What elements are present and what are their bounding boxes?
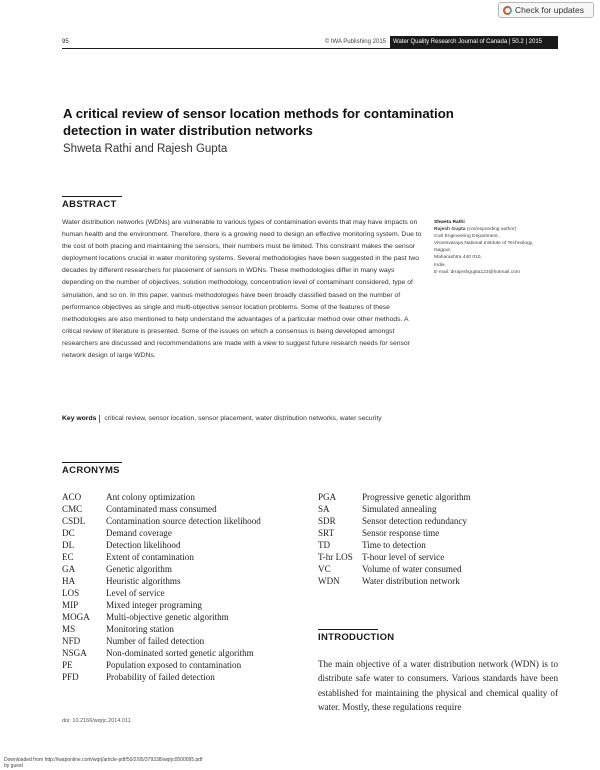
acronym-definition: Number of failed detection bbox=[106, 636, 205, 646]
acronym-definition: Heuristic algorithms bbox=[106, 576, 181, 586]
download-footer bbox=[4, 757, 304, 769]
acronym-definition: Volume of water consumed bbox=[362, 564, 462, 574]
acronym-row bbox=[62, 515, 302, 527]
abstract-text: Water distribution networks (WDNs) are vulnerable to various types of contamination events that may have impacts on human health and the environment. Therefore, there is a growing need to design an effective monitoring system. Due to the cost of both placing and maintaining the sensors, their numbers must be limited. This constraint makes the sensor deployment locations crucial in water monitoring systems. Several methodologies have been suggested in the past two decades by different researchers for placement of sensors in WDNs. These methodologies differ in many ways depending on the number of objectives, solution methodology, concentration level of contaminant considered, type of simulation, and so on. In this paper, various methodologies have been broadly classified based on the number of performance objectives as single and multi-objective sensor location problems. Some of the features of these methodologies are also mentioned to help understand the advantages of a particular method over other methods. A critical review of literature is presented. Some of the issues on which a consensus is being developed amongst researchers are discussed and recommendations are made with a view to suggest future research needs for sensor network design of large WDNs. bbox=[62, 219, 422, 360]
acronym-row bbox=[318, 551, 558, 563]
acronym-abbr: EC bbox=[62, 552, 74, 562]
acronym-list-right bbox=[318, 491, 558, 587]
acronym-row bbox=[62, 551, 302, 563]
journal-volume: 50.2 bbox=[512, 39, 524, 45]
acronym-row bbox=[62, 659, 302, 671]
article-doi[interactable]: doi: 10.2166/wqrjc.2014.011 bbox=[62, 718, 131, 724]
acronym-definition: Level of service bbox=[106, 588, 165, 598]
acronym-abbr: ACO bbox=[62, 492, 82, 502]
acronym-row bbox=[318, 575, 558, 587]
acronym-abbr: MS bbox=[62, 624, 76, 634]
acronym-list-left bbox=[62, 491, 302, 683]
acronym-abbr: TD bbox=[318, 540, 331, 550]
keywords-text: critical review, sensor location, sensor placement, water distribution networks, water security bbox=[104, 415, 382, 422]
acronym-abbr: NFD bbox=[62, 636, 81, 646]
affiliation-city: Nagpur, bbox=[434, 248, 452, 254]
acronyms-heading: ACRONYMS bbox=[62, 465, 120, 476]
acronym-row bbox=[62, 599, 302, 611]
header-divider bbox=[62, 48, 558, 49]
acronym-row bbox=[318, 503, 558, 515]
acronym-definition: Sensor detection redundancy bbox=[362, 516, 468, 526]
abstract-heading: ABSTRACT bbox=[62, 199, 117, 210]
abstract-rule bbox=[62, 196, 122, 197]
keywords-separator bbox=[99, 415, 100, 423]
article-authors: Shweta Rathi and Rajesh Gupta bbox=[63, 143, 228, 155]
check-for-updates-label: Check for updates bbox=[515, 5, 584, 15]
acronym-row bbox=[62, 587, 302, 599]
introduction-text: The main objective of a water distribution network (WDN) is to distribute safe water to consumers. Various standards have been established for maintaining the physical and chemical quality of water. Mostly, these regulations require bbox=[318, 659, 558, 713]
affiliation-name-1: Shweta Rathi bbox=[434, 220, 465, 225]
acronym-abbr: PGA bbox=[318, 492, 337, 502]
journal-name: Water Quality Research Journal of Canada bbox=[393, 39, 508, 45]
acronym-abbr: T-hr LOS bbox=[318, 552, 353, 562]
acronym-definition: Non-dominated sorted genetic algorithm bbox=[106, 648, 254, 658]
acronym-row bbox=[62, 491, 302, 503]
acronym-definition: Population exposed to contamination bbox=[106, 660, 242, 670]
acronym-row bbox=[62, 503, 302, 515]
download-source[interactable]: Downloaded from http://iwaponline.com/wqrj/article-pdf/50/2/95/379338/wqrjc0500095.pdf bbox=[4, 757, 203, 763]
acronym-row bbox=[62, 539, 302, 551]
affiliation-institute: Visvesvaraya National Institute of Technology, bbox=[434, 241, 534, 247]
acronym-row bbox=[62, 635, 302, 647]
acronym-row bbox=[318, 563, 558, 575]
acronym-row bbox=[62, 575, 302, 587]
acronym-definition: Water distribution network bbox=[362, 576, 460, 586]
acronym-abbr: SRT bbox=[318, 528, 335, 538]
acronym-row bbox=[62, 623, 302, 635]
acronym-row bbox=[62, 611, 302, 623]
affiliation-corresponding: (corresponding author) bbox=[466, 227, 517, 233]
acronym-row bbox=[62, 563, 302, 575]
acronym-definition: Sensor response time bbox=[362, 528, 440, 538]
acronym-abbr: VC bbox=[318, 564, 331, 574]
acronym-abbr: DC bbox=[62, 528, 75, 538]
acronym-abbr: LOS bbox=[62, 588, 80, 598]
acronym-row bbox=[62, 527, 302, 539]
update-icon bbox=[503, 6, 512, 15]
acronym-row bbox=[318, 491, 558, 503]
acronym-abbr: PE bbox=[62, 660, 73, 670]
acronym-abbr: NSGA bbox=[62, 648, 87, 658]
acronym-definition: Multi-objective genetic algorithm bbox=[106, 612, 229, 622]
acronym-definition: Time to detection bbox=[362, 540, 426, 550]
acronym-definition: Monitoring station bbox=[106, 624, 174, 634]
acronym-definition: Mixed integer programing bbox=[106, 600, 202, 610]
acronym-definition: T-hour level of service bbox=[362, 552, 445, 562]
acronym-abbr: SDR bbox=[318, 516, 336, 526]
affiliation-name-2: Rajesh Gupta bbox=[434, 227, 466, 233]
acronym-definition: Probability of failed detection bbox=[106, 672, 215, 682]
acronym-abbr: CSDL bbox=[62, 516, 86, 526]
acronym-row bbox=[318, 539, 558, 551]
affiliation-state: Maharashtra 440 010, bbox=[434, 255, 482, 261]
acronym-abbr: MOGA bbox=[62, 612, 90, 622]
affiliation-email[interactable]: E-mail: drrajeshgupta123@hotmail.com bbox=[434, 269, 520, 275]
affiliation-country: India bbox=[434, 262, 445, 268]
acronym-definition: Simulated annealing bbox=[362, 504, 437, 514]
keywords-label: Key words bbox=[62, 415, 97, 422]
introduction-rule bbox=[318, 629, 378, 630]
acronym-definition: Detection likelihood bbox=[106, 540, 181, 550]
author-affiliation bbox=[434, 219, 556, 276]
publisher-copyright: © IWA Publishing 2015 bbox=[324, 39, 386, 45]
acronym-row bbox=[318, 527, 558, 539]
acronym-abbr: WDN bbox=[318, 576, 340, 586]
check-for-updates-button[interactable] bbox=[498, 2, 594, 18]
acronym-abbr: CMC bbox=[62, 504, 83, 514]
keywords bbox=[62, 413, 422, 425]
acronym-definition: Ant colony optimization bbox=[106, 492, 195, 502]
acronym-definition: Contaminated mass consumed bbox=[106, 504, 217, 514]
acronym-row bbox=[62, 671, 302, 683]
acronym-abbr: MIP bbox=[62, 600, 79, 610]
download-by: by guest bbox=[4, 763, 23, 769]
acronym-abbr: GA bbox=[62, 564, 76, 574]
acronym-row bbox=[318, 515, 558, 527]
acronym-definition: Demand coverage bbox=[106, 528, 172, 538]
acronym-abbr: DL bbox=[62, 540, 75, 550]
introduction-heading: INTRODUCTION bbox=[318, 632, 395, 643]
acronym-definition: Extent of contamination bbox=[106, 552, 194, 562]
article-title: A critical review of sensor location methods for contamination detection in water distribution networks bbox=[63, 106, 454, 138]
acronym-abbr: SA bbox=[318, 504, 330, 514]
acronym-abbr: PFD bbox=[62, 672, 79, 682]
journal-year: 2015 bbox=[528, 39, 543, 45]
acronym-abbr: HA bbox=[62, 576, 76, 586]
acronym-definition: Progressive genetic algorithm bbox=[362, 492, 471, 502]
affiliation-dept: Civil Engineering Department, bbox=[434, 234, 499, 240]
journal-banner: Water Quality Research Journal of Canada | 50.2 | 2015 bbox=[390, 36, 558, 48]
acronym-definition: Contamination source detection likelihood bbox=[106, 516, 261, 526]
acronym-row bbox=[62, 647, 302, 659]
page-number: 95 bbox=[62, 39, 69, 45]
acronyms-rule bbox=[62, 462, 122, 463]
acronym-definition: Genetic algorithm bbox=[106, 564, 172, 574]
